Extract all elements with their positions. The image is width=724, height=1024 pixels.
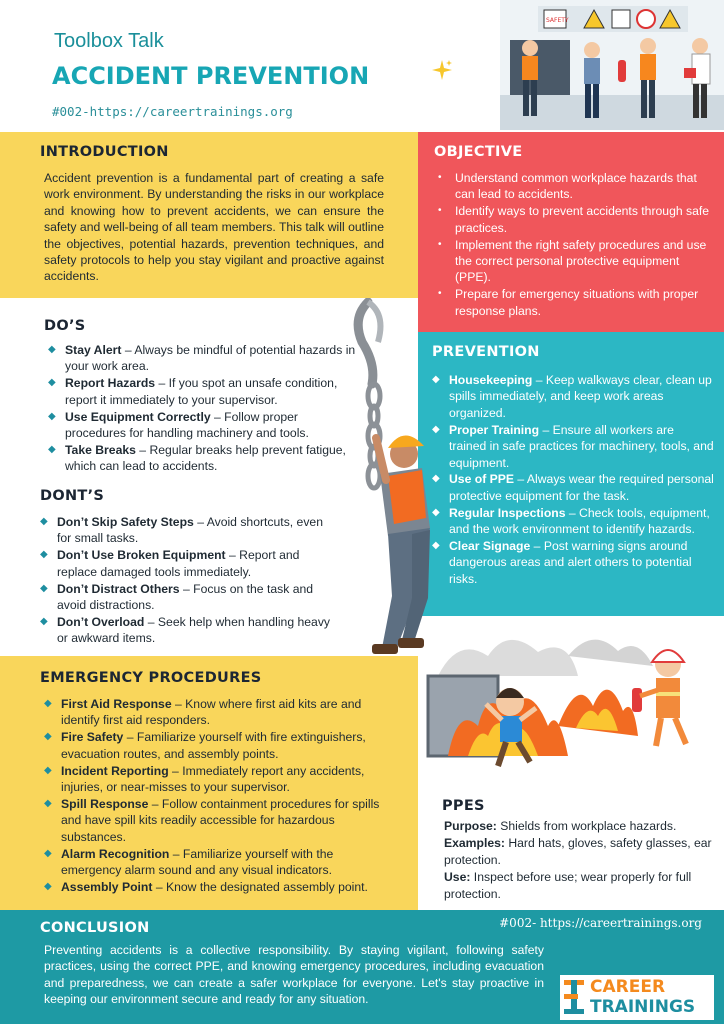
dos-list [48,342,358,475]
diamond-bullet-icon: ◆ [48,344,56,355]
item-text: Prepare for emergency situations with proper response plans. [455,287,699,318]
diamond-bullet-icon: ◆ [432,423,440,435]
diamond-bullet-icon: ◆ [432,473,440,485]
list-item [438,170,716,203]
list-item [40,614,340,647]
item-text: Understand common workplace hazards that can lead to accidents. [455,171,697,202]
bullet-icon: • [438,205,442,217]
reference-code: #002-https://careertrainings.org [52,104,293,119]
workers-illustration [500,0,724,130]
item-text: – Avoid shortcuts, even for small tasks. [57,515,323,546]
list-item [438,203,716,236]
prevention-section [418,332,724,628]
item-term: Housekeeping [449,373,533,387]
introduction-title: INTRODUCTION [40,144,169,160]
list-item [44,696,396,729]
diamond-bullet-icon: ◆ [44,731,52,743]
ppes-title: PPES [442,798,485,814]
diamond-bullet-icon: ◆ [48,410,56,422]
item-term: Regular Inspections [449,505,566,520]
item-term: Use Equipment Correctly [65,409,211,424]
bullet-icon: • [438,238,442,250]
diamond-bullet-icon: ◆ [48,377,56,389]
item-term: Don’t Overload [57,614,145,629]
diamond-bullet-icon: ◆ [432,374,440,385]
item-term: Assembly Point [61,879,153,894]
item-term: Proper Training [449,422,540,437]
ppes-use: Use: Inspect before use; wear properly for full protection. [444,870,692,901]
item-text: – Report and replace damaged tools immediately. [57,548,300,579]
item-text: – Familiarize yourself with fire extinguishers, evacuation routes, and assembly points. [61,730,366,761]
item-term: Use of PPE [449,472,515,487]
list-item [44,846,396,879]
item-text: Implement the right safety procedures and use the correct personal protective equipment (PPE). [455,237,707,285]
item-term: Take Breaks [65,442,136,457]
list-item [48,342,358,375]
safety-sign-text: SAFETY [546,17,569,24]
list-item [48,442,358,475]
diamond-bullet-icon: ◆ [44,880,52,892]
diamond-bullet-icon: ◆ [44,698,52,709]
list-item [40,547,340,580]
donts-list [40,514,340,647]
item-text: – Regular breaks help prevent fatigue, which can lead to accidents. [65,442,346,474]
diamond-bullet-icon: ◆ [44,847,52,859]
item-term: Fire Safety [61,730,124,745]
list-item [432,422,714,471]
item-text: – Check tools, equipment, and the work environment to identify hazards. [449,505,710,537]
item-text: – Keep walkways clear, clean up spills immediately, and keep work areas organized. [449,373,712,420]
list-item [44,763,396,796]
introduction-section [0,132,418,298]
diamond-bullet-icon: ◆ [432,506,440,518]
list-item [432,471,714,504]
item-text: – Seek help when handling heavy or awkward items. [57,614,331,646]
item-text: – Always wear the required personal protective equipment for the task. [449,472,714,503]
introduction-body: Accident prevention is a fundamental part of creating a safe work environment. By understanding the risks in our workplace and knowing how to prevent accidents, we can ensure the safety and well-being of all team members. This talk will outline the objectives, potential hazards, prevention techniques, and safety protocols to help you stay vigilant and proactive against accidents. [44,171,384,284]
diamond-bullet-icon: ◆ [40,615,48,627]
item-text: – Always be mindful of potential hazards in your work area. [65,343,356,374]
item-term: Clear Signage [449,539,531,554]
item-term: Spill Response [61,796,149,811]
brand-word-trainings: TRAININGS [590,997,696,1017]
fire-emergency-illustration [418,616,724,800]
list-item [438,237,716,286]
donts-title: DONT’S [40,488,105,504]
conclusion-body: Preventing accidents is a collective responsibility. By staying vigilant, following safety practices, using the correct PPE, and knowing emergency procedures, including evacuation and preparedness, we can create a safer workplace for everyone. Let's stay proactive in keeping our environment secure and ready for any situation. [44,943,544,1007]
list-item [438,286,716,319]
career-trainings-logo [560,975,714,1020]
item-term: Report Hazards [65,376,156,391]
item-text: – Follow proper procedures for handling machinery and tools. [65,409,309,441]
item-text: – Familiarize yourself with the emergency alarm sound and any visual indicators. [61,846,334,878]
supertitle: Toolbox Talk [54,30,164,52]
emergency-procedures-section [0,656,418,910]
item-text: – Follow containment procedures for spills and have spill kits readily accessible for hazardous substances. [61,796,380,844]
item-text: – Focus on the task and avoid distractions. [57,581,314,613]
list-item [44,879,396,895]
objective-title: OBJECTIVE [434,144,523,160]
diamond-bullet-icon: ◆ [40,516,48,527]
diamond-bullet-icon: ◆ [432,540,440,552]
diamond-bullet-icon: ◆ [40,582,48,594]
prevention-title: PREVENTION [432,344,540,360]
ppes-purpose: Purpose: Shields from workplace hazards. [444,819,677,833]
item-term: Alarm Recognition [61,846,170,861]
item-term: Don’t Distract Others [57,581,180,596]
prevention-list [432,372,714,588]
item-text: – Immediately report any accidents, injuries, or near-misses to your supervisor. [61,763,365,795]
item-term: Don’t Skip Safety Steps [57,515,194,529]
list-item [40,514,340,547]
dos-title: DO’S [44,318,86,334]
ppes-section [418,790,724,910]
item-text: Identify ways to prevent accidents through safe practices. [455,204,710,235]
item-text: – Know the designated assembly point. [152,879,368,894]
climbing-worker-illustration [332,298,442,668]
list-item [432,372,714,421]
objective-list [438,170,716,320]
list-item [44,729,396,762]
list-item [48,409,358,442]
brand-mark-icon [562,978,586,1016]
ppes-examples: Examples: Hard hats, gloves, safety glasses, ear protection. [444,836,712,867]
objective-section [418,132,724,332]
list-item [48,375,358,408]
brand-word-career: CAREER [590,977,666,997]
list-item [40,581,340,614]
emergency-title: EMERGENCY PROCEDURES [40,670,262,686]
list-item [44,796,396,845]
ppes-body [444,818,718,903]
footer-reference-link[interactable]: #002- https://careertrainings.org [499,916,702,930]
item-text: – Ensure all workers are trained in safe practices for machinery, tools, and equipment. [449,422,714,470]
emergency-list [44,696,396,896]
item-text: – Post warning signs around dangerous areas and alert others to potential risks. [449,539,692,586]
item-text: – If you spot an unsafe condition, report it immediately to your supervisor. [65,376,338,407]
item-term: Incident Reporting [61,763,169,778]
item-term: Stay Alert [65,343,122,357]
item-term: Don’t Use Broken Equipment [57,548,226,563]
conclusion-title: CONCLUSION [40,920,150,936]
sparkle-icon [430,58,454,82]
list-item [432,505,714,538]
page-title: ACCIDENT PREVENTION [52,62,370,90]
item-term: First Aid Response [61,697,172,711]
item-text: – Know where first aid kits are and identify first aid responders. [61,697,362,728]
bullet-icon: • [438,288,442,300]
diamond-bullet-icon: ◆ [40,549,48,561]
diamond-bullet-icon: ◆ [44,797,52,809]
diamond-bullet-icon: ◆ [48,443,56,455]
diamond-bullet-icon: ◆ [44,764,52,776]
bullet-icon: • [438,172,442,183]
list-item [432,538,714,587]
